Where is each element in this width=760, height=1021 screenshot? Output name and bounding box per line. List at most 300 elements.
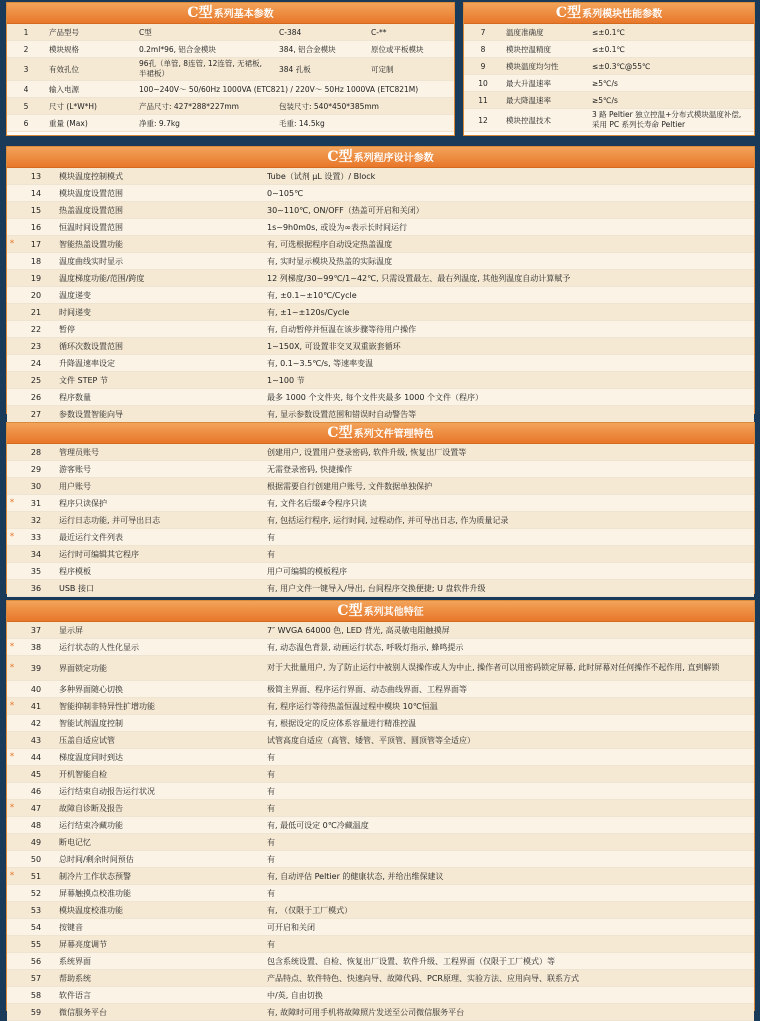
table-row bbox=[7, 783, 754, 800]
row-number: 10 bbox=[464, 75, 502, 92]
row-star-marker bbox=[7, 622, 17, 639]
table-row bbox=[7, 270, 754, 287]
table-row bbox=[7, 406, 754, 423]
row-number: 54 bbox=[17, 919, 55, 936]
row-star-marker: * bbox=[7, 236, 17, 253]
row-star-marker bbox=[7, 834, 17, 851]
row-label: 运行状态的人性化显示 bbox=[55, 639, 263, 656]
table-row bbox=[7, 495, 754, 512]
table-row bbox=[7, 185, 754, 202]
table-row bbox=[7, 580, 754, 597]
row-label: 微信服务平台 bbox=[55, 1004, 263, 1021]
row-number: 22 bbox=[17, 321, 55, 338]
basic-params-panel bbox=[6, 2, 455, 136]
row-star-marker bbox=[7, 372, 17, 389]
row-label: 恒温时间设置范围 bbox=[55, 219, 263, 236]
row-star-marker bbox=[7, 355, 17, 372]
row-value: 极简主界面、程序运行界面、动态曲线界面、工程界面等 bbox=[263, 681, 754, 698]
table-row bbox=[7, 953, 754, 970]
row-star-marker bbox=[7, 338, 17, 355]
row-star-marker bbox=[7, 202, 17, 219]
row-value: 有 bbox=[263, 936, 754, 953]
table-row bbox=[7, 681, 754, 698]
row-label: 压盖自适应试管 bbox=[55, 732, 263, 749]
module-params-panel bbox=[463, 2, 755, 136]
file-features-panel bbox=[6, 422, 755, 594]
row-number: 30 bbox=[17, 478, 55, 495]
table-row bbox=[7, 444, 754, 461]
row-number: 38 bbox=[17, 639, 55, 656]
row-label: 模块控温精度 bbox=[502, 41, 588, 58]
table-row bbox=[7, 766, 754, 783]
row-value: 可开启和关闭 bbox=[263, 919, 754, 936]
table-row bbox=[7, 41, 454, 58]
row-value-3: C-** bbox=[367, 24, 454, 41]
row-label: 运行结束冷藏功能 bbox=[55, 817, 263, 834]
table-row bbox=[7, 732, 754, 749]
row-number: 35 bbox=[17, 563, 55, 580]
row-label: 最近运行文件列表 bbox=[55, 529, 263, 546]
row-label: 模块温度控制模式 bbox=[55, 168, 263, 185]
row-value: 有, 用户文件一键导入/导出, 台间程序交换便捷; U 盘软件升级 bbox=[263, 580, 754, 597]
row-label: 模块温度校准功能 bbox=[55, 902, 263, 919]
row-number: 48 bbox=[17, 817, 55, 834]
table-row bbox=[7, 81, 454, 98]
row-label: 暂停 bbox=[55, 321, 263, 338]
row-number: 53 bbox=[17, 902, 55, 919]
row-value: 有, 包括运行程序, 运行时间, 过程动作, 并可导出日志, 作为质量记录 bbox=[263, 512, 754, 529]
table-row bbox=[7, 236, 754, 253]
row-label: 断电记忆 bbox=[55, 834, 263, 851]
row-number: 40 bbox=[17, 681, 55, 698]
row-star-marker bbox=[7, 732, 17, 749]
file-features-header: C型系列文件管理特色 bbox=[7, 423, 754, 444]
row-label: 开机智能自检 bbox=[55, 766, 263, 783]
row-label: 梯度温度同时到达 bbox=[55, 749, 263, 766]
row-number: 45 bbox=[17, 766, 55, 783]
row-number: 17 bbox=[17, 236, 55, 253]
row-number: 56 bbox=[17, 953, 55, 970]
row-value-2: 毛重: 14.5kg bbox=[275, 115, 454, 132]
row-label: 温度梯度功能/范围/跨度 bbox=[55, 270, 263, 287]
row-star-marker bbox=[7, 444, 17, 461]
row-label: 输入电源 bbox=[45, 81, 135, 98]
row-value: 用户可编辑的模板程序 bbox=[263, 563, 754, 580]
row-value: 有, ±0.1~±10℃/Cycle bbox=[263, 287, 754, 304]
row-number: 7 bbox=[464, 24, 502, 41]
row-value: 无需登录密码, 快捷操作 bbox=[263, 461, 754, 478]
row-value: 有, （仅限于工厂模式） bbox=[263, 902, 754, 919]
row-label: 最大升温速率 bbox=[502, 75, 588, 92]
row-value: 有 bbox=[263, 834, 754, 851]
row-number: 43 bbox=[17, 732, 55, 749]
row-value: ≤±0.3℃@55℃ bbox=[588, 58, 754, 75]
row-label: 按键音 bbox=[55, 919, 263, 936]
table-row bbox=[7, 749, 754, 766]
row-label: 软件语言 bbox=[55, 987, 263, 1004]
row-number: 57 bbox=[17, 970, 55, 987]
row-number: 49 bbox=[17, 834, 55, 851]
table-row bbox=[7, 885, 754, 902]
program-params-table bbox=[7, 168, 754, 423]
row-number: 25 bbox=[17, 372, 55, 389]
row-star-marker bbox=[7, 715, 17, 732]
row-number: 36 bbox=[17, 580, 55, 597]
table-row bbox=[7, 389, 754, 406]
row-value-2: C-384 bbox=[275, 24, 367, 41]
row-value: 有 bbox=[263, 529, 754, 546]
row-value: 产品特点、软件特色、快速向导、故障代码、PCR原理、实验方法、应用向导、联系方式 bbox=[263, 970, 754, 987]
table-row bbox=[7, 58, 454, 81]
row-value: 有, 最低可设定 0℃冷藏温度 bbox=[263, 817, 754, 834]
row-value: 包含系统设置、自检、恢复出厂设置、软件升级、工程界面（仅限于工厂模式）等 bbox=[263, 953, 754, 970]
module-params-table bbox=[464, 24, 754, 132]
row-value: 1~100 节 bbox=[263, 372, 754, 389]
table-row bbox=[7, 168, 754, 185]
row-value: 有, ±1~±120s/Cycle bbox=[263, 304, 754, 321]
row-number: 47 bbox=[17, 800, 55, 817]
table-row bbox=[7, 24, 454, 41]
row-number: 15 bbox=[17, 202, 55, 219]
row-star-marker bbox=[7, 304, 17, 321]
table-row bbox=[7, 321, 754, 338]
row-label: 文件 STEP 节 bbox=[55, 372, 263, 389]
row-value: 有 bbox=[263, 800, 754, 817]
row-label: 运行结束自动报告运行状况 bbox=[55, 783, 263, 800]
row-value-2: 384 孔板 bbox=[275, 58, 367, 81]
row-number: 21 bbox=[17, 304, 55, 321]
row-number: 4 bbox=[7, 81, 45, 98]
table-row bbox=[7, 253, 754, 270]
row-star-marker bbox=[7, 406, 17, 423]
row-value: 有, 实时显示模块及热盖的实际温度 bbox=[263, 253, 754, 270]
row-number: 20 bbox=[17, 287, 55, 304]
table-row bbox=[7, 715, 754, 732]
row-value: ≥5℃/s bbox=[588, 75, 754, 92]
table-row bbox=[7, 304, 754, 321]
row-value: 有 bbox=[263, 546, 754, 563]
row-number: 55 bbox=[17, 936, 55, 953]
row-star-marker bbox=[7, 321, 17, 338]
row-star-marker bbox=[7, 389, 17, 406]
row-label: 系统界面 bbox=[55, 953, 263, 970]
row-label: 有效孔位 bbox=[45, 58, 135, 81]
row-star-marker: * bbox=[7, 698, 17, 715]
row-value: 试管高度自适应（高管、矮管、平顶管、圆顶管等全适应） bbox=[263, 732, 754, 749]
row-value: 有, 故障时可用手机将故障照片发送至公司微信服务平台 bbox=[263, 1004, 754, 1021]
row-label: 最大降温速率 bbox=[502, 92, 588, 109]
row-value-1: 0.2ml*96, 铝合金模块 bbox=[135, 41, 275, 58]
row-star-marker bbox=[7, 185, 17, 202]
row-star-marker bbox=[7, 461, 17, 478]
row-label: 模块控温技术 bbox=[502, 109, 588, 132]
table-row bbox=[464, 75, 754, 92]
row-star-marker bbox=[7, 168, 17, 185]
row-star-marker bbox=[7, 580, 17, 597]
table-row bbox=[7, 970, 754, 987]
row-number: 39 bbox=[17, 656, 55, 681]
row-label: 时间递变 bbox=[55, 304, 263, 321]
row-number: 59 bbox=[17, 1004, 55, 1021]
row-star-marker: * bbox=[7, 495, 17, 512]
table-row bbox=[7, 868, 754, 885]
row-star-marker bbox=[7, 817, 17, 834]
row-label: 温度准确度 bbox=[502, 24, 588, 41]
row-value-1: 100~240V～ 50/60Hz 1000VA (ETC821) / 220V～ 50Hz 1000VA (ETC821M) bbox=[135, 81, 454, 98]
row-value: Tube（试剂 μL 设置）/ Block bbox=[263, 168, 754, 185]
row-number: 14 bbox=[17, 185, 55, 202]
row-number: 2 bbox=[7, 41, 45, 58]
row-label: 帮助系统 bbox=[55, 970, 263, 987]
row-value-1: C型 bbox=[135, 24, 275, 41]
table-row bbox=[464, 41, 754, 58]
row-number: 9 bbox=[464, 58, 502, 75]
row-value: 有, 文件名后缀#令程序只读 bbox=[263, 495, 754, 512]
row-value: 12 列梯度/30~99℃/1~42℃, 只需设置最左、最右列温度, 其他列温度自动计算赋予 bbox=[263, 270, 754, 287]
other-features-panel bbox=[6, 600, 755, 1017]
row-label: 程序只读保护 bbox=[55, 495, 263, 512]
row-star-marker: * bbox=[7, 800, 17, 817]
row-value: 有 bbox=[263, 885, 754, 902]
table-row bbox=[464, 109, 754, 132]
table-row bbox=[7, 115, 454, 132]
row-star-marker: * bbox=[7, 639, 17, 656]
row-value: 最多 1000 个文件夹, 每个文件夹最多 1000 个文件（程序） bbox=[263, 389, 754, 406]
table-row bbox=[7, 800, 754, 817]
row-value: 有 bbox=[263, 783, 754, 800]
table-row bbox=[7, 461, 754, 478]
table-row bbox=[7, 936, 754, 953]
row-star-marker bbox=[7, 885, 17, 902]
table-row bbox=[7, 919, 754, 936]
row-number: 19 bbox=[17, 270, 55, 287]
row-label: 总时间/剩余时间预估 bbox=[55, 851, 263, 868]
row-value: 有, 显示参数设置范围和错误时自动警告等 bbox=[263, 406, 754, 423]
row-label: 故障自诊断及报告 bbox=[55, 800, 263, 817]
row-star-marker: * bbox=[7, 868, 17, 885]
table-row bbox=[7, 478, 754, 495]
row-value: 30~110℃, ON/OFF（热盖可开启和关闭） bbox=[263, 202, 754, 219]
row-value: 1~150X, 可设置非交叉双重嵌套循环 bbox=[263, 338, 754, 355]
row-label: 游客账号 bbox=[55, 461, 263, 478]
row-label: 模块温度均匀性 bbox=[502, 58, 588, 75]
row-number: 51 bbox=[17, 868, 55, 885]
row-number: 42 bbox=[17, 715, 55, 732]
row-value-1: 产品尺寸: 427*288*227mm bbox=[135, 98, 275, 115]
row-star-marker bbox=[7, 270, 17, 287]
row-star-marker bbox=[7, 512, 17, 529]
row-number: 27 bbox=[17, 406, 55, 423]
row-label: 屏幕亮度调节 bbox=[55, 936, 263, 953]
table-row bbox=[7, 219, 754, 236]
table-row bbox=[7, 817, 754, 834]
row-label: 屏幕触摸点校准功能 bbox=[55, 885, 263, 902]
row-number: 28 bbox=[17, 444, 55, 461]
table-row bbox=[7, 563, 754, 580]
row-value: 0~105℃ bbox=[263, 185, 754, 202]
row-label: 模块规格 bbox=[45, 41, 135, 58]
row-star-marker bbox=[7, 783, 17, 800]
row-label: 运行日志功能, 并可导出日志 bbox=[55, 512, 263, 529]
basic-params-header: C型系列基本参数 bbox=[7, 3, 454, 24]
row-star-marker bbox=[7, 563, 17, 580]
row-value: 有, 动态温色背景, 动画运行状态, 呼吸灯指示, 蜂鸣提示 bbox=[263, 639, 754, 656]
row-label: 显示屏 bbox=[55, 622, 263, 639]
table-row bbox=[7, 287, 754, 304]
row-star-marker bbox=[7, 478, 17, 495]
table-row bbox=[7, 622, 754, 639]
row-number: 44 bbox=[17, 749, 55, 766]
row-star-marker bbox=[7, 1004, 17, 1021]
row-number: 1 bbox=[7, 24, 45, 41]
row-number: 41 bbox=[17, 698, 55, 715]
program-params-panel bbox=[6, 146, 755, 419]
row-value-3: 原位或平板模块 bbox=[367, 41, 454, 58]
row-label: 循环次数设置范围 bbox=[55, 338, 263, 355]
row-label: 多种界面随心切换 bbox=[55, 681, 263, 698]
row-star-marker bbox=[7, 902, 17, 919]
row-number: 3 bbox=[7, 58, 45, 81]
row-star-marker bbox=[7, 851, 17, 868]
row-number: 12 bbox=[464, 109, 502, 132]
row-star-marker bbox=[7, 953, 17, 970]
row-star-marker bbox=[7, 970, 17, 987]
row-number: 8 bbox=[464, 41, 502, 58]
row-value: 有, 自动暂停并恒温在该步骤等待用户操作 bbox=[263, 321, 754, 338]
row-value: ≤±0.1℃ bbox=[588, 24, 754, 41]
row-value: 有, 可选根据程序自动设定热盖温度 bbox=[263, 236, 754, 253]
table-row bbox=[7, 1004, 754, 1021]
row-value-1: 净重: 9.7kg bbox=[135, 115, 275, 132]
row-number: 29 bbox=[17, 461, 55, 478]
row-star-marker bbox=[7, 546, 17, 563]
row-value: 1s~9h0m0s, 或设为∞表示长时间运行 bbox=[263, 219, 754, 236]
table-row bbox=[464, 24, 754, 41]
table-row bbox=[464, 92, 754, 109]
row-number: 33 bbox=[17, 529, 55, 546]
table-row bbox=[7, 656, 754, 681]
row-value: 中/英, 自由切换 bbox=[263, 987, 754, 1004]
row-number: 5 bbox=[7, 98, 45, 115]
row-value: ≤±0.1℃ bbox=[588, 41, 754, 58]
row-value: 根据需要自行创建用户账号, 文件数据单独保护 bbox=[263, 478, 754, 495]
row-value: 有, 根据设定的反应体系容量进行精准控温 bbox=[263, 715, 754, 732]
row-value: 7″ WVGA 64000 色, LED 背光, 高灵敏电阻触摸屏 bbox=[263, 622, 754, 639]
row-number: 11 bbox=[464, 92, 502, 109]
table-row bbox=[464, 58, 754, 75]
row-star-marker: * bbox=[7, 656, 17, 681]
row-label: 管理员账号 bbox=[55, 444, 263, 461]
row-number: 37 bbox=[17, 622, 55, 639]
row-star-marker bbox=[7, 987, 17, 1004]
row-label: 温度曲线实时显示 bbox=[55, 253, 263, 270]
row-value: 对于大批量用户, 为了防止运行中被别人误操作或人为中止, 操作者可以用密码锁定屏幕, 此时屏幕对任何操作不起作用, 直到解锁 bbox=[263, 656, 754, 681]
table-row bbox=[7, 98, 454, 115]
table-row bbox=[7, 202, 754, 219]
row-star-marker bbox=[7, 919, 17, 936]
row-value: 创建用户, 设置用户登录密码, 软件升级, 恢复出厂设置等 bbox=[263, 444, 754, 461]
row-number: 32 bbox=[17, 512, 55, 529]
row-label: 产品型号 bbox=[45, 24, 135, 41]
file-features-table bbox=[7, 444, 754, 597]
row-label: 模块温度设置范围 bbox=[55, 185, 263, 202]
row-star-marker: * bbox=[7, 529, 17, 546]
row-number: 34 bbox=[17, 546, 55, 563]
row-value: ≥5℃/s bbox=[588, 92, 754, 109]
row-label: 运行时可编辑其它程序 bbox=[55, 546, 263, 563]
row-label: 热盖温度设置范围 bbox=[55, 202, 263, 219]
row-star-marker: * bbox=[7, 749, 17, 766]
row-label: 智能抑制非特异性扩增功能 bbox=[55, 698, 263, 715]
table-row bbox=[7, 698, 754, 715]
row-label: 界面锁定功能 bbox=[55, 656, 263, 681]
row-value: 有, 0.1~3.5℃/s, 等速率变温 bbox=[263, 355, 754, 372]
row-label: USB 接口 bbox=[55, 580, 263, 597]
row-value-1: 96孔（单管, 8连管, 12连管, 无裙板, 半裙板） bbox=[135, 58, 275, 81]
row-number: 52 bbox=[17, 885, 55, 902]
row-value-2: 包装尺寸: 540*450*385mm bbox=[275, 98, 454, 115]
table-row bbox=[7, 834, 754, 851]
table-row bbox=[7, 639, 754, 656]
table-row bbox=[7, 529, 754, 546]
row-number: 24 bbox=[17, 355, 55, 372]
module-params-header: C型系列模块性能参数 bbox=[464, 3, 754, 24]
row-value: 3 路 Peltier 独立控温+分布式模块温度补偿, 采用 PC 系列长寿命 Peltier bbox=[588, 109, 754, 132]
row-value: 有 bbox=[263, 749, 754, 766]
table-row bbox=[7, 338, 754, 355]
other-features-table bbox=[7, 622, 754, 1021]
row-value: 有 bbox=[263, 766, 754, 783]
row-label: 智能热盖设置功能 bbox=[55, 236, 263, 253]
table-row bbox=[7, 355, 754, 372]
row-star-marker bbox=[7, 936, 17, 953]
row-label: 温度递变 bbox=[55, 287, 263, 304]
table-row bbox=[7, 902, 754, 919]
row-star-marker bbox=[7, 681, 17, 698]
row-label: 智能试剂温度控制 bbox=[55, 715, 263, 732]
row-number: 50 bbox=[17, 851, 55, 868]
row-label: 参数设置智能向导 bbox=[55, 406, 263, 423]
row-value-3: 可定制 bbox=[367, 58, 454, 81]
table-row bbox=[7, 512, 754, 529]
row-star-marker bbox=[7, 287, 17, 304]
other-features-header: C型系列其他特征 bbox=[7, 601, 754, 622]
table-row bbox=[7, 851, 754, 868]
row-number: 26 bbox=[17, 389, 55, 406]
row-star-marker bbox=[7, 253, 17, 270]
row-number: 46 bbox=[17, 783, 55, 800]
row-label: 用户账号 bbox=[55, 478, 263, 495]
row-star-marker bbox=[7, 766, 17, 783]
row-value: 有 bbox=[263, 851, 754, 868]
row-number: 18 bbox=[17, 253, 55, 270]
row-value-2: 384, 铝合金模块 bbox=[275, 41, 367, 58]
row-number: 58 bbox=[17, 987, 55, 1004]
row-star-marker bbox=[7, 219, 17, 236]
row-number: 16 bbox=[17, 219, 55, 236]
row-number: 6 bbox=[7, 115, 45, 132]
row-value: 有, 程序运行等待热盖恒温过程中模块 10℃恒温 bbox=[263, 698, 754, 715]
table-row bbox=[7, 987, 754, 1004]
row-number: 23 bbox=[17, 338, 55, 355]
row-label: 重量 (Max) bbox=[45, 115, 135, 132]
row-value: 有, 自动评估 Peltier 的健康状态, 并给出维保建议 bbox=[263, 868, 754, 885]
row-number: 31 bbox=[17, 495, 55, 512]
table-row bbox=[7, 546, 754, 563]
program-params-header: C型系列程序设计参数 bbox=[7, 147, 754, 168]
row-label: 升降温速率设定 bbox=[55, 355, 263, 372]
row-label: 程序模板 bbox=[55, 563, 263, 580]
